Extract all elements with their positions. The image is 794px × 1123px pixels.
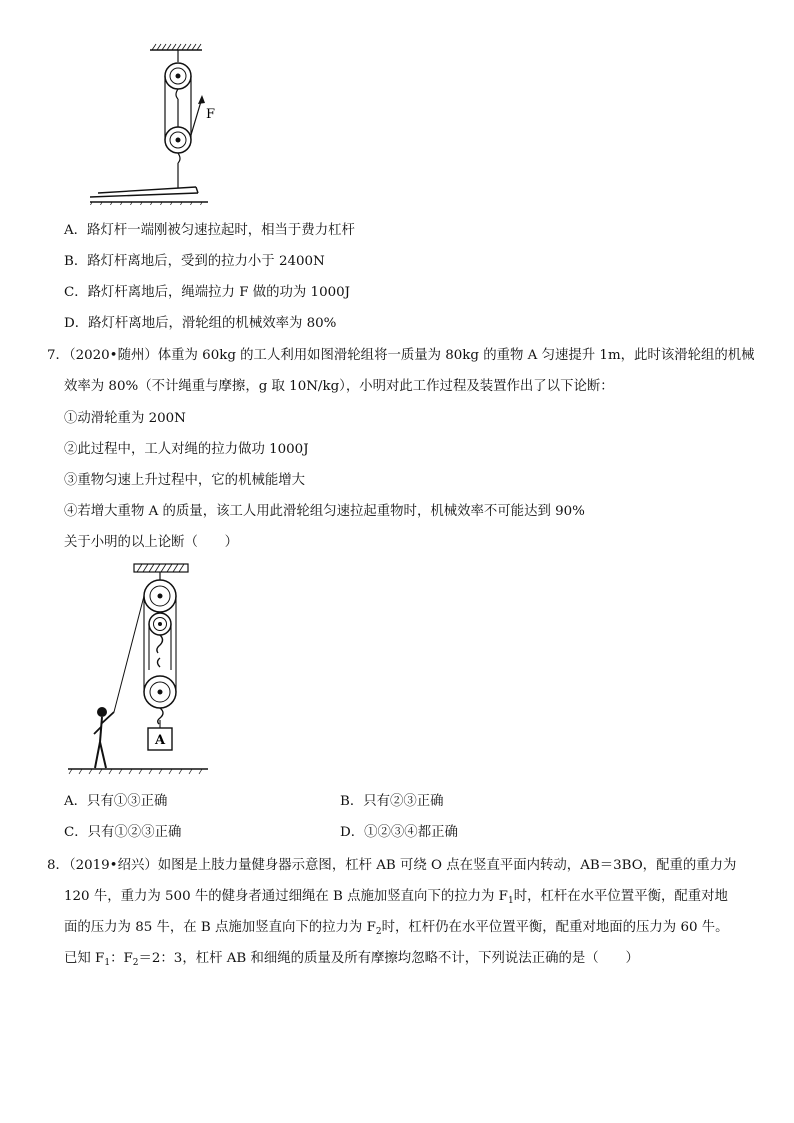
q7-question: 关于小明的以上论断（ ） <box>64 535 239 550</box>
q6-option-b: B．路灯杆离地后，受到的拉力小于 2400N <box>64 254 325 269</box>
pulley-lamp-pole-figure <box>90 40 220 205</box>
q7-option-a: A．只有①③正确 <box>64 794 168 809</box>
q8-stem-line3: 面的压力为 85 牛，在 B 点施加竖直向下的拉力为 $F_2$时，杠杆仍在水平位置平衡，配重对地面的压力为 60 牛。 <box>64 920 729 937</box>
q7-option-b: B．只有②③正确 <box>340 794 444 809</box>
q7-option-c: C．只有①②③正确 <box>64 825 182 840</box>
q8-stem-line2: 120 牛，重力为 500 牛的健身者通过细绳在 B 点施加竖直向下的拉力为 $F_1$时，杠杆在水平位置平衡，配重对地 <box>64 889 728 906</box>
q7-option-d: D．①②③④都正确 <box>340 825 458 840</box>
q8-stem-line1: 8．（2019•绍兴）如图是上肢力量健身器示意图，杠杆 AB 可绕 O 点在竖直平面内转动，AB＝3BO，配重的重力为 <box>47 858 737 873</box>
q7-stem-line1: 7．（2020•随州）体重为 60kg 的工人利用如图滑轮组将一质量为 80kg 的重物 A 匀速提升 1m，此时该滑轮组的机械 <box>47 348 755 363</box>
q6-option-d: D．路灯杆离地后，滑轮组的机械效率为 80% <box>64 316 337 331</box>
q6-option-c: C．路灯杆离地后，绳端拉力 F 做的功为 1000J <box>64 285 351 300</box>
q7-statement-3: ③重物匀速上升过程中，它的机械能增大 <box>64 473 306 488</box>
pulley-block-worker-figure <box>64 562 214 777</box>
q8-stem-line4: 已知 $F_1$：$F_2=2$：3，杠杆 AB 和细绳的质量及所有摩擦均忽略不计，下列说法正确的是（ ） <box>64 951 639 968</box>
q6-option-a: A．路灯杆一端刚被匀速拉起时，相当于费力杠杆 <box>64 223 355 238</box>
q7-statement-4: ④若增大重物 A 的质量，该工人用此滑轮组匀速拉起重物时，机械效率不可能达到 90% <box>64 504 585 519</box>
q7-stem-line2: 效率为 80%（不计绳重与摩擦，g 取 10N/kg），小明对此工作过程及装置作出了以下论断： <box>64 379 614 394</box>
force-label: F <box>206 107 216 122</box>
q7-statement-1: ①动滑轮重为 200N <box>64 411 186 426</box>
q7-statement-2: ②此过程中，工人对绳的拉力做功 1000J <box>64 442 309 457</box>
weight-label: A <box>154 733 166 748</box>
